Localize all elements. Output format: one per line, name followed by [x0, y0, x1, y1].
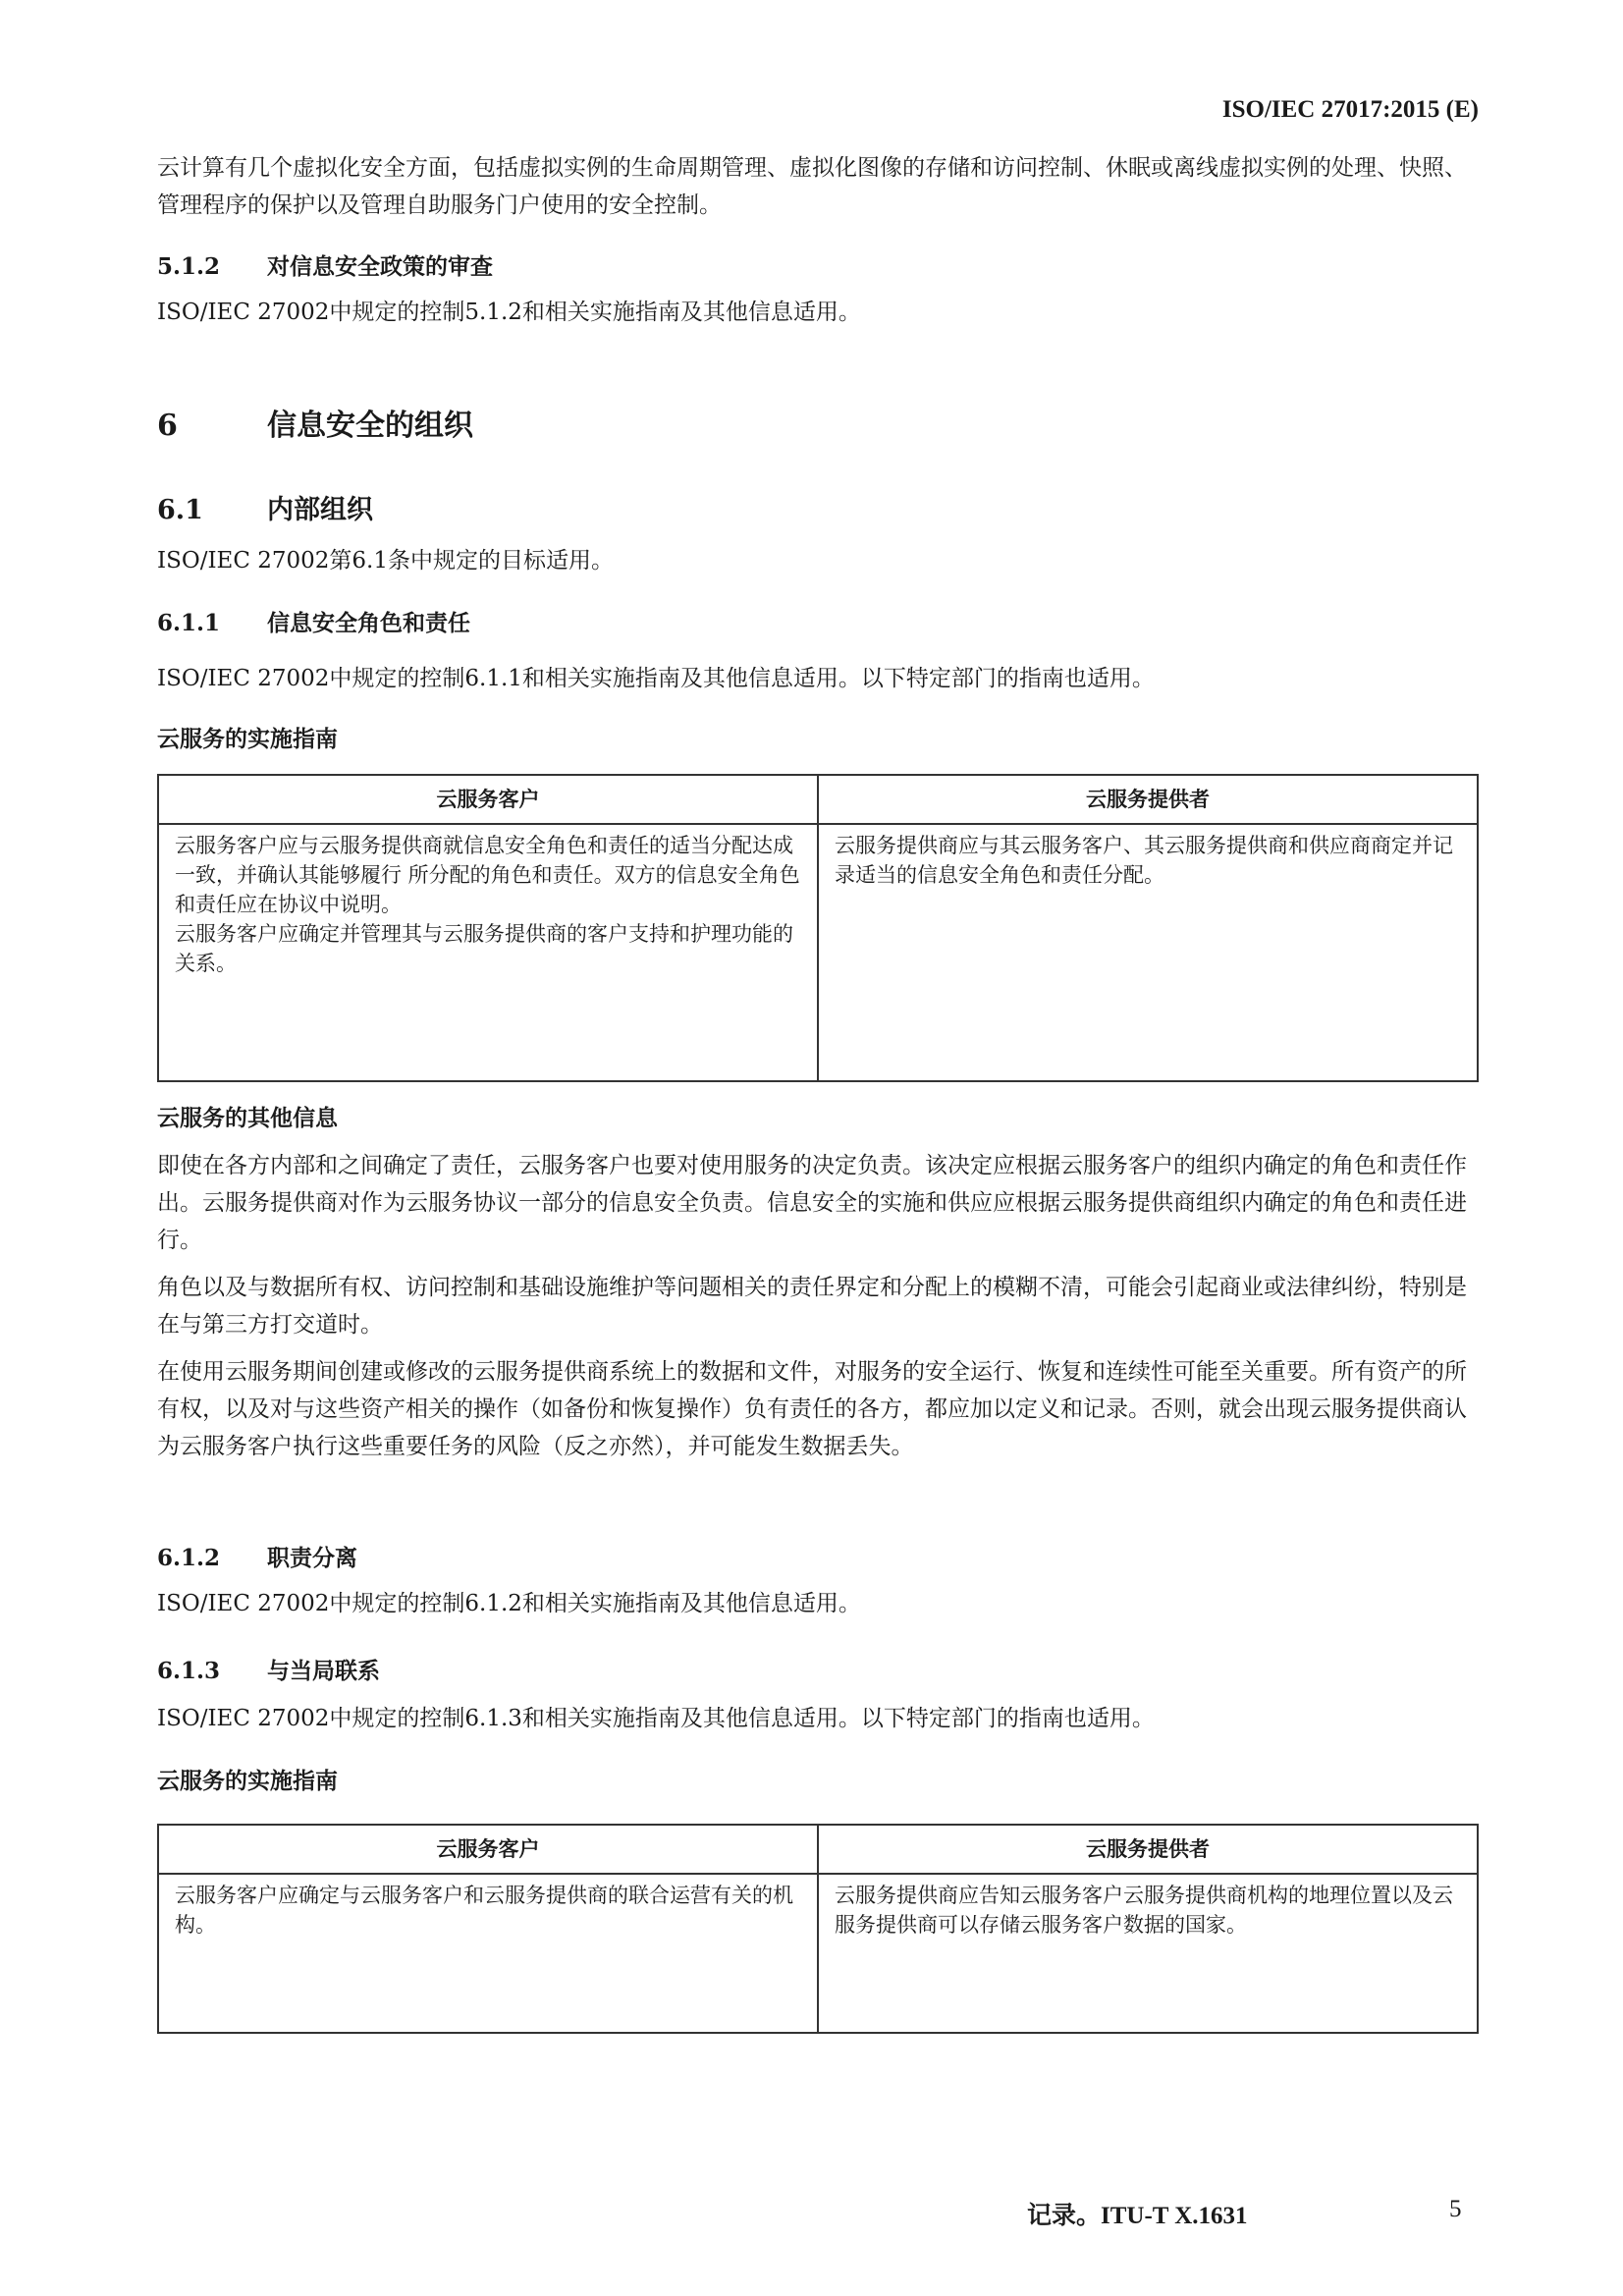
section-title: 对信息安全政策的审查	[267, 253, 493, 280]
section-5-1-2	[157, 250, 1479, 331]
guidance-table	[157, 1824, 1479, 2034]
table-row	[158, 1874, 1478, 2033]
column-header-provider: 云服务提供者	[818, 1825, 1478, 1874]
table-header-row	[158, 1825, 1478, 1874]
column-header-customer: 云服务客户	[158, 1825, 818, 1874]
customer-guidance-2: 云服务客户应确定并管理其与云服务提供商的客户支持和护理功能的关系。	[175, 922, 793, 975]
customer-cell	[158, 1874, 818, 2033]
customer-guidance-1: 云服务客户应与云服务提供商就信息安全角色和责任的适当分配达成一致，并确认其能够履行 所分配的角色和责任。双方的信息安全角色和责任应在协议中说明。	[175, 834, 800, 916]
other-info-label: 云服务的其他信息	[157, 1105, 338, 1131]
section-text: ISO/IEC 27002中规定的控制6.1.3和相关实施指南及其他信息适用。以下特定部门的指南也适用。	[157, 1706, 1155, 1731]
intro-text: 云计算有几个虚拟化安全方面，包括虚拟实例的生命周期管理、虚拟化图像的存储和访问控制、休眠或离线虚拟实例的处理、快照、管理程序的保护以及管理自助服务门户使用的安全控制。	[157, 155, 1467, 218]
section-6-1	[157, 491, 1479, 579]
section-heading	[157, 250, 1479, 284]
chapter-title: 信息安全的组织	[267, 409, 473, 443]
other-information	[157, 1102, 1479, 1465]
section-6-heading	[157, 405, 1479, 448]
section-title: 信息安全角色和责任	[267, 610, 470, 636]
section-heading	[157, 607, 1479, 640]
section-6-1-2	[157, 1542, 1479, 1622]
section-title: 与当局联系	[267, 1658, 380, 1684]
guidance-table	[157, 774, 1479, 1082]
other-info-paragraph-2: 角色以及与数据所有权、访问控制和基础设施维护等问题相关的责任界定和分配上的模糊不清，可能会引起商业或法律纠纷，特别是在与第三方打交道时。	[157, 1275, 1467, 1338]
section-text: ISO/IEC 27002第6.1条中规定的目标适用。	[157, 548, 614, 574]
section-text: ISO/IEC 27002中规定的控制6.1.2和相关实施指南及其他信息适用。	[157, 1591, 861, 1616]
document-id-header: ISO/IEC 27017:2015 (E)	[1221, 96, 1479, 123]
column-header-customer: 云服务客户	[158, 775, 818, 824]
provider-cell	[818, 824, 1478, 1081]
section-heading	[157, 1655, 1479, 1688]
other-info-paragraph-3: 在使用云服务期间创建或修改的云服务提供商系统上的数据和文件，对服务的安全运行、恢复和连续性可能至关重要。所有资产的所有权，以及对与这些资产相关的操作（如备份和恢复操作）负有责任的各方，都应加以定义和记录。否则，就会出现云服务提供商认为云服务客户执行这些重要任务的风险（反之亦然），并可能发生数据丢失。	[157, 1359, 1467, 1459]
chapter-heading	[157, 405, 1479, 448]
intro-paragraph	[157, 149, 1479, 224]
provider-guidance-1: 云服务提供商应告知云服务客户云服务提供商机构的地理位置以及云服务提供商可以存储云服务客户数据的国家。	[835, 1884, 1453, 1937]
provider-guidance-1: 云服务提供商应与其云服务客户、其云服务提供商和供应商商定并记录适当的信息安全角色和责任分配。	[835, 834, 1453, 887]
section-text: ISO/IEC 27002中规定的控制5.1.2和相关实施指南及其他信息适用。	[157, 300, 861, 325]
provider-cell	[818, 1874, 1478, 2033]
guidance-table-6-1-3	[157, 1824, 1479, 2034]
section-heading	[157, 1542, 1479, 1575]
section-6-1-1	[157, 607, 1479, 756]
table-row	[158, 824, 1478, 1081]
column-header-provider: 云服务提供者	[818, 775, 1478, 824]
other-info-paragraph-1: 即使在各方内部和之间确定了责任，云服务客户也要对使用服务的决定负责。该决定应根据云服务客户的组织内确定的角色和责任作出。云服务提供商对作为云服务协议一部分的信息安全负责。信息安全的实施和供应应根据云服务提供商组织内确定的角色和责任进行。	[157, 1153, 1467, 1253]
footer-document-ref: 记录。ITU-T X.1631	[1027, 2203, 1248, 2229]
guidance-label: 云服务的实施指南	[157, 1768, 338, 1794]
customer-cell	[158, 824, 818, 1081]
section-text: ISO/IEC 27002中规定的控制6.1.1和相关实施指南及其他信息适用。以下特定部门的指南也适用。	[157, 666, 1155, 691]
customer-guidance-1: 云服务客户应确定与云服务客户和云服务提供商的联合运营有关的机构。	[175, 1884, 793, 1937]
section-number: 6.1.1	[157, 610, 221, 636]
section-number: 5.1.2	[157, 253, 221, 280]
chapter-number: 6	[157, 409, 178, 443]
section-title: 内部组织	[267, 495, 373, 525]
section-6-1-3	[157, 1655, 1479, 1798]
guidance-table-6-1-1	[157, 774, 1479, 1082]
section-title: 职责分离	[267, 1545, 357, 1571]
page-number: 5	[1449, 2196, 1462, 2222]
section-number: 6.1.3	[157, 1658, 221, 1684]
section-heading	[157, 491, 1479, 530]
guidance-label: 云服务的实施指南	[157, 726, 338, 752]
table-header-row	[158, 775, 1478, 824]
section-number: 6.1	[157, 495, 203, 525]
section-number: 6.1.2	[157, 1545, 221, 1571]
